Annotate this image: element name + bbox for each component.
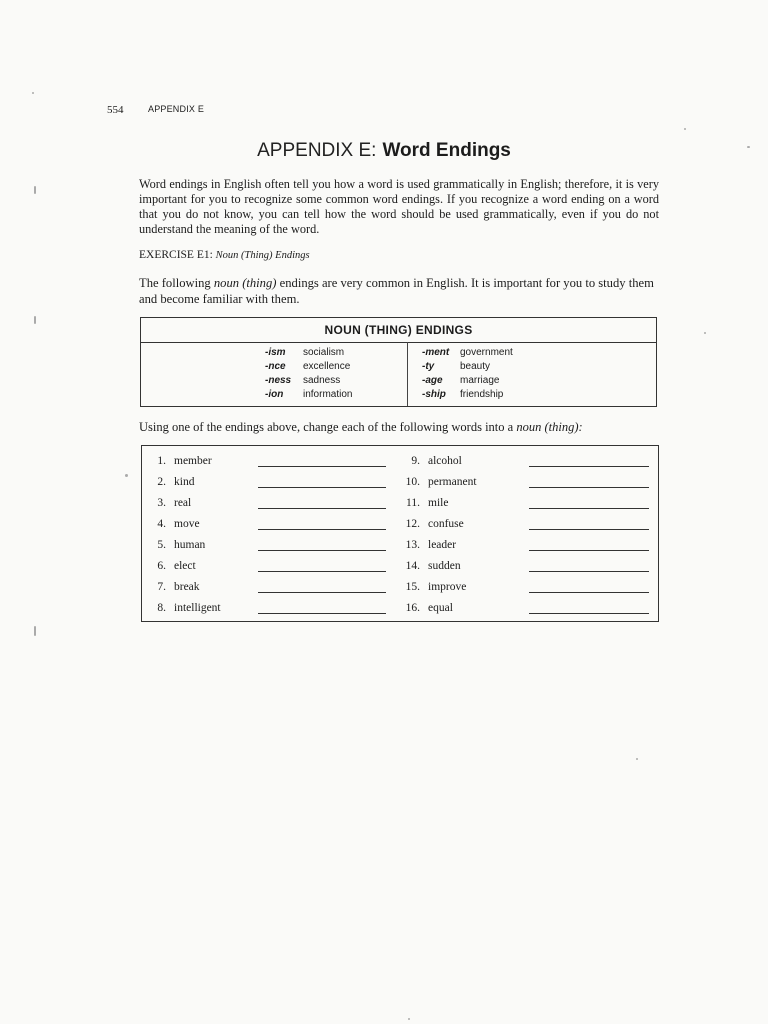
scan-speck	[684, 128, 686, 130]
word-text: sudden	[428, 560, 461, 572]
ending-suffix: -ism	[265, 347, 286, 358]
word-number: 16.	[405, 602, 420, 614]
exercise-instructions	[139, 420, 583, 435]
answer-blank[interactable]	[529, 550, 649, 551]
ending-row	[265, 374, 352, 388]
ending-row	[265, 388, 352, 402]
ending-example: marriage	[460, 375, 500, 386]
word-item	[142, 514, 200, 535]
following-before: The following	[139, 276, 214, 290]
title-main: Word Endings	[382, 140, 511, 161]
scan-speck	[32, 92, 34, 94]
word-item	[396, 598, 453, 619]
ending-row	[265, 346, 352, 360]
word-item	[142, 556, 196, 577]
answer-blank[interactable]	[529, 571, 649, 572]
word-text: real	[174, 497, 192, 509]
word-number: 9.	[411, 455, 420, 467]
word-item	[396, 535, 456, 556]
word-item	[142, 535, 205, 556]
word-number: 6.	[157, 560, 166, 572]
answer-blank[interactable]	[529, 487, 649, 488]
scan-speck	[636, 758, 638, 760]
answer-blank[interactable]	[258, 550, 386, 551]
word-text: equal	[428, 602, 453, 614]
word-item	[396, 556, 461, 577]
word-number: 5.	[157, 539, 166, 551]
word-item	[396, 577, 466, 598]
answer-blank[interactable]	[529, 466, 649, 467]
word-number: 4.	[157, 518, 166, 530]
word-item	[142, 577, 200, 598]
endings-box-title: NOUN (THING) ENDINGS	[141, 318, 656, 343]
word-text: kind	[174, 476, 195, 488]
exercise-heading	[139, 249, 310, 261]
answer-blank[interactable]	[258, 529, 386, 530]
word-item	[396, 514, 464, 535]
following-paragraph	[139, 275, 659, 307]
ending-suffix: -ty	[422, 361, 435, 372]
answer-blank[interactable]	[258, 571, 386, 572]
instructions-before: Using one of the endings above, change each of the following words into a	[139, 420, 517, 434]
word-number: 14.	[405, 560, 420, 572]
scan-speck	[408, 1018, 410, 1020]
ending-example: information	[303, 389, 353, 400]
word-text: mile	[428, 497, 449, 509]
word-text: human	[174, 539, 206, 551]
ending-suffix: -age	[422, 375, 443, 386]
word-text: improve	[428, 581, 467, 593]
running-header: APPENDIX E	[148, 104, 205, 114]
answer-blank[interactable]	[258, 613, 386, 614]
endings-divider	[407, 342, 408, 406]
ending-row	[422, 388, 513, 402]
ending-example: excellence	[303, 361, 351, 372]
answer-blank[interactable]	[258, 487, 386, 488]
scan-speck	[34, 626, 36, 636]
ending-suffix: -ion	[265, 389, 284, 400]
ending-example: sadness	[303, 375, 341, 386]
answer-blank[interactable]	[529, 529, 649, 530]
word-item	[142, 472, 194, 493]
word-number: 10.	[405, 476, 420, 488]
answer-blank[interactable]	[529, 508, 649, 509]
answer-blank[interactable]	[258, 466, 386, 467]
page-title	[0, 140, 768, 162]
instructions-emphasis: noun (thing):	[516, 420, 583, 434]
word-text: confuse	[428, 518, 464, 530]
word-text: break	[174, 581, 200, 593]
ending-example: government	[460, 347, 513, 358]
word-item	[396, 472, 477, 493]
ending-example: socialism	[303, 347, 345, 358]
answer-blank[interactable]	[258, 592, 386, 593]
word-number: 15.	[405, 581, 420, 593]
intro-paragraph: Word endings in English often tell you how a word is used grammatically in English; therefore, it is very important for you to recognize some common word endings. If you recognize a word ending on a word that you do not know, you can tell how the word should be used grammatically, even if you do not understand the meaning of the word.	[139, 177, 659, 236]
ending-suffix: -ness	[265, 375, 292, 386]
scan-speck	[34, 186, 36, 194]
word-number: 7.	[157, 581, 166, 593]
ending-suffix: -nce	[265, 361, 286, 372]
word-number: 2.	[157, 476, 166, 488]
scan-speck	[34, 316, 36, 324]
word-text: elect	[174, 560, 196, 572]
scan-speck	[125, 474, 128, 477]
word-exercise-box	[141, 445, 659, 622]
exercise-label: EXERCISE E1:	[139, 249, 213, 261]
word-number: 11.	[406, 497, 420, 509]
word-text: leader	[428, 539, 457, 551]
exercise-subtitle: Noun (Thing) Endings	[215, 250, 310, 261]
answer-blank[interactable]	[258, 508, 386, 509]
word-item	[396, 451, 462, 472]
word-text: member	[174, 455, 212, 467]
word-number: 12.	[405, 518, 420, 530]
endings-right-column	[422, 346, 513, 402]
word-text: move	[174, 518, 200, 530]
page-number: 554	[107, 104, 124, 116]
word-item	[142, 598, 221, 619]
word-number: 1.	[157, 455, 166, 467]
word-item	[142, 493, 191, 514]
ending-suffix: -ment	[422, 347, 450, 358]
title-prefix: APPENDIX E:	[257, 140, 377, 161]
ending-row	[422, 346, 513, 360]
scan-speck	[704, 332, 706, 334]
word-text: alcohol	[428, 455, 462, 467]
following-after: endings are very common in English. It is important for you to study them and become familiar with them.	[139, 276, 654, 306]
word-text: intelligent	[174, 602, 221, 614]
noun-endings-box	[140, 317, 657, 407]
word-text: permanent	[428, 476, 477, 488]
scan-speck	[747, 146, 750, 148]
ending-row	[422, 360, 513, 374]
following-emphasis: noun (thing)	[213, 276, 277, 290]
word-number: 8.	[157, 602, 166, 614]
word-item	[396, 493, 448, 514]
ending-suffix: -ship	[422, 389, 446, 400]
ending-row	[265, 360, 352, 374]
ending-example: beauty	[460, 361, 491, 372]
answer-blank[interactable]	[529, 613, 649, 614]
word-item	[142, 451, 212, 472]
endings-left-column	[265, 346, 352, 402]
word-number: 3.	[157, 497, 166, 509]
ending-example: friendship	[460, 389, 504, 400]
word-number: 13.	[405, 539, 420, 551]
answer-blank[interactable]	[529, 592, 649, 593]
ending-row	[422, 374, 513, 388]
